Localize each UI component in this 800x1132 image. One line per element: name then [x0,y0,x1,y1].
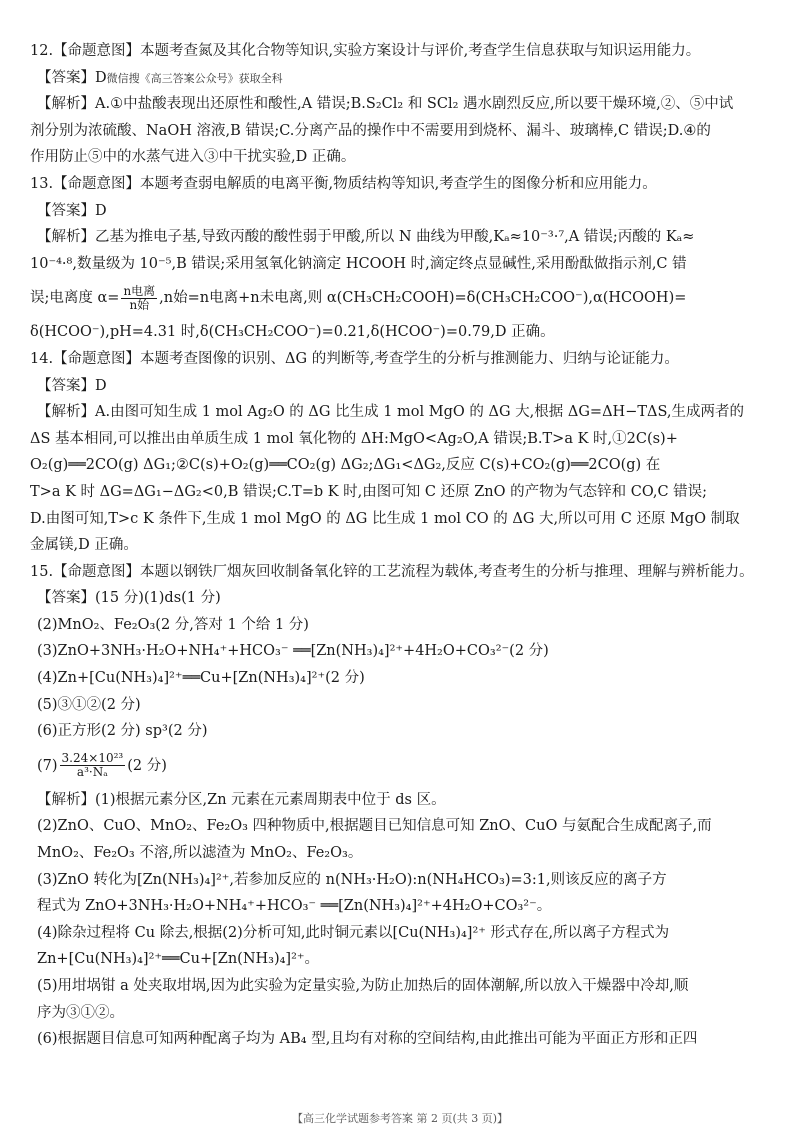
q12-answer-text: 【答案】D [37,69,107,86]
q15-analysis-1: 【解析】(1)根据元素分区,Zn 元素在元素周期表中位于 ds 区。 [37,791,446,808]
q15-answer-7 [30,745,770,787]
fraction-denominator: a³·Nₐ [76,765,108,780]
q14-analysis-5: D.由图可知,T>c K 条件下,生成 1 mol MgO 的 ΔG 比生成 1 mol CO 的 ΔG 大,所以可用 C 还原 MgO 制取 [30,510,740,527]
q13-analysis-3-b: ,n始=n电离+n未电离,则 α(CH₃CH₂COOH)=δ(CH₃CH₂COO⁻),α(HCOOH)= [159,290,687,307]
fraction-numerator: n电离 [123,283,156,298]
q13-analysis-2: 10⁻⁴·⁸,数量级为 10⁻⁵,B 错误;采用氢氧化钠滴定 HCOOH 时,滴定终点显碱性,采用酚酞做指示剂,C 错 [30,255,687,272]
q13-analysis-1: 【解析】乙基为推电子基,导致丙酸的酸性弱于甲酸,所以 N 曲线为甲酸,Kₐ≈10⁻³·⁷,A 错误;丙酸的 Kₐ≈ [37,229,695,246]
density-fraction [60,752,126,779]
q15-analysis-7: Zn+[Cu(NH₃)₄]²⁺══Cu+[Zn(NH₃)₄]²⁺。 [37,951,320,968]
q13-analysis-3 [30,277,770,319]
q14-analysis-4: T>a K 时 ΔG=ΔG₁−ΔG₂<0,B 错误;C.T=b K 时,由图可知 C 还原 ZnO 的产物为气态锌和 CO,C 错误; [30,483,708,500]
fraction-numerator: 3.24×10²³ [61,751,124,766]
q15-answer-4: (4)Zn+[Cu(NH₃)₄]²⁺══Cu+[Zn(NH₃)₄]²⁺(2 分) [37,670,365,687]
q15-answer-5: (5)③①②(2 分) [37,696,141,713]
q12-analysis-3: 作用防止⑤中的水蒸气进入③中干扰实验,D 正确。 [30,149,356,166]
q13-intent: 13.【命题意图】本题考查弱电解质的电离平衡,物质结构等知识,考查学生的图像分析和应用能力。 [30,175,657,192]
q14-analysis-1: 【解析】A.由图可知生成 1 mol Ag₂O 的 ΔG 比生成 1 mol MgO 的 ΔG 大,根据 ΔG=ΔH−TΔS,生成两者的 [37,404,745,421]
q14-intent: 14.【命题意图】本题考查图像的识别、ΔG 的判断等,考查学生的分析与推测能力、归纳与论证能力。 [30,350,679,367]
q15-analysis-2: (2)ZnO、CuO、MnO₂、Fe₂O₃ 四种物质中,根据题目已知信息可知 ZnO、CuO 与氨配合生成配离子,而 [37,818,712,835]
q14-analysis-6: 金属镁,D 正确。 [30,537,138,554]
q13-analysis-3-a: 误;电离度 α= [30,290,120,307]
q15-answer-2: (2)MnO₂、Fe₂O₃(2 分,答对 1 个给 1 分) [37,616,309,633]
q12-analysis-2: 剂分别为浓硫酸、NaOH 溶液,B 错误;C.分离产品的操作中不需要用到烧杯、漏斗、玻璃棒,C 错误;D.④的 [30,122,711,139]
q13-analysis-4: δ(HCOO⁻),pH=4.31 时,δ(CH₃CH₂COO⁻)=0.21,δ(HCOO⁻)=0.79,D 正确。 [30,324,555,341]
q12-analysis-1: 【解析】A.①中盐酸表现出还原性和酸性,A 错误;B.S₂Cl₂ 和 SCl₂ 遇水剧烈反应,所以要干燥环境,②、⑤中试 [37,96,734,113]
q15-analysis-9: 序为③①②。 [37,1004,124,1021]
watermark-text: 微信搜《高三答案公众号》获取全科 [106,71,283,85]
q15-analysis-4: (3)ZnO 转化为[Zn(NH₃)₄]²⁺,若参加反应的 n(NH₃·H₂O):n(NH₄HCO₃)=3:1,则该反应的离子方 [37,871,667,888]
q14-analysis-2: ΔS 基本相同,可以推出由单质生成 1 mol 氧化物的 ΔH:MgO<Ag₂O,A 错误;B.T>a K 时,①2C(s)+ [30,430,678,447]
q15-answer-6: (6)正方形(2 分) sp³(2 分) [37,723,208,740]
page-footer: 【高三化学试题参考答案 第 2 页(共 3 页)】 [291,1112,509,1125]
q15-intent: 15.【命题意图】本题以钢铁厂烟灰回收制备氧化锌的工艺流程为载体,考查考生的分析与推理、理解与辨析能力。 [30,563,754,580]
q15-analysis-8: (5)用坩埚钳 a 处夹取坩埚,因为此实验为定量实验,为防止加热后的固体潮解,所以放入干燥器中冷却,顺 [37,978,689,994]
q15-answer-7-b: (2 分) [127,757,167,774]
q15-analysis-5: 程式为 ZnO+3NH₃·H₂O+NH₄⁺+HCO₃⁻ ══[Zn(NH₃)₄]²⁺+4H₂O+CO₃²⁻。 [37,898,552,915]
q15-answer-7-a: (7) [37,757,58,774]
q12-answer [30,65,770,92]
q12-intent: 12.【命题意图】本题考查氮及其化合物等知识,实验方案设计与评价,考查学生信息获取与知识运用能力。 [30,43,701,59]
q14-analysis-3: O₂(g)══2CO(g) ΔG₁;②C(s)+O₂(g)══CO₂(g) ΔG₂;ΔG₁<ΔG₂,反应 C(s)+CO₂(g)══2CO(g) 在 [30,457,661,474]
ionization-degree-fraction [121,285,157,312]
q15-answer-3: (3)ZnO+3NH₃·H₂O+NH₄⁺+HCO₃⁻ ══[Zn(NH₃)₄]²⁺+4H₂O+CO₃²⁻(2 分) [37,643,549,660]
q15-analysis-6: (4)除杂过程将 Cu 除去,根据(2)分析可知,此时铜元素以[Cu(NH₃)₄]²⁺ 形式存在,所以离子方程式为 [37,924,670,941]
q15-answer-1: 【答案】(15 分)(1)ds(1 分) [37,590,221,607]
q15-analysis-3: MnO₂、Fe₂O₃ 不溶,所以滤渣为 MnO₂、Fe₂O₃。 [37,845,363,862]
q15-analysis-10: (6)根据题目信息可知两种配离子均为 AB₄ 型,且均有对称的空间结构,由此推出可能为平面正方形和正四 [37,1031,698,1048]
q13-answer: 【答案】D [37,202,107,219]
fraction-denominator: n始 [129,297,150,312]
q14-answer: 【答案】D [37,377,107,394]
